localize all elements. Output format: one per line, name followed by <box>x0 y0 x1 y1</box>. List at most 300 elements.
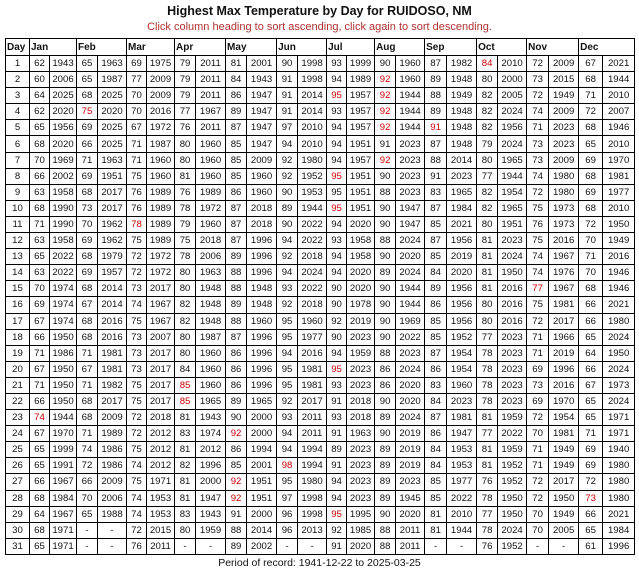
sort-header-may[interactable]: May <box>226 39 277 56</box>
record-year: 2011 <box>196 88 226 104</box>
record-year: 2022 <box>298 216 327 232</box>
temperature-value: 82 <box>477 104 498 120</box>
temperature-value: 72 <box>527 88 549 104</box>
temperature-value: 78 <box>477 377 498 393</box>
record-year: 2010 <box>603 200 635 216</box>
record-year: 2017 <box>298 393 327 409</box>
temperature-value: 93 <box>327 410 347 426</box>
record-year: 2023 <box>498 345 527 361</box>
temperature-value: 65 <box>579 410 603 426</box>
temperature-value: 65 <box>77 506 98 522</box>
sort-header-jan[interactable]: Jan <box>30 39 77 56</box>
temperature-value: 88 <box>425 88 447 104</box>
temperature-value: 76 <box>127 538 147 554</box>
record-year: 1967 <box>549 281 579 297</box>
temperature-value: 95 <box>277 377 298 393</box>
temperature-value: 84 <box>425 458 447 474</box>
temperature-value: 68 <box>579 120 603 136</box>
temperature-value: 91 <box>327 538 347 554</box>
table-row <box>6 345 635 361</box>
temperature-value: 89 <box>226 393 247 409</box>
temperature-value: 92 <box>226 426 247 442</box>
temperature-value: 83 <box>425 377 447 393</box>
temperature-value: 90 <box>375 426 396 442</box>
temperature-value: 85 <box>175 377 196 393</box>
temperature-value: 88 <box>375 184 396 200</box>
record-year: 1954 <box>447 361 477 377</box>
temperature-value: 74 <box>77 442 98 458</box>
record-year: 2023 <box>396 345 425 361</box>
record-year: - <box>447 538 477 554</box>
table-row <box>6 538 635 554</box>
record-year: 2023 <box>396 184 425 200</box>
temperature-value: 92 <box>277 393 298 409</box>
record-year: 1944 <box>396 281 425 297</box>
record-year: 1948 <box>447 120 477 136</box>
temperature-value: 66 <box>579 313 603 329</box>
record-year: 1989 <box>98 426 127 442</box>
record-year: 1960 <box>247 313 277 329</box>
temperature-value: 90 <box>226 410 247 426</box>
record-year: 1950 <box>50 393 77 409</box>
temperature-value: 91 <box>425 168 447 184</box>
temperature-value: 74 <box>527 168 549 184</box>
temperature-value: 68 <box>77 88 98 104</box>
record-year: 2025 <box>50 88 77 104</box>
temperature-value: 77 <box>477 426 498 442</box>
temperature-value: 80 <box>175 522 196 538</box>
record-year: 2021 <box>603 56 635 72</box>
page-title: Highest Max Temperature by Day for RUIDOSO, NM <box>167 4 472 18</box>
record-year: 2014 <box>298 104 327 120</box>
temperature-value: 92 <box>277 168 298 184</box>
temperature-value: - <box>277 538 298 554</box>
table-row <box>6 377 635 393</box>
record-year: 1949 <box>447 88 477 104</box>
record-year: 1953 <box>447 442 477 458</box>
temperature-value: 95 <box>277 361 298 377</box>
temperature-value: 81 <box>477 410 498 426</box>
record-year: 1948 <box>196 297 226 313</box>
record-year: 1974 <box>196 426 226 442</box>
record-year: 1958 <box>347 233 375 249</box>
temperature-value: 91 <box>277 104 298 120</box>
sort-header-sep[interactable]: Sep <box>425 39 477 56</box>
record-year: 1960 <box>147 152 175 168</box>
temperature-value: 82 <box>175 458 196 474</box>
record-year: - <box>549 538 579 554</box>
temperature-value: 68 <box>77 281 98 297</box>
temperature-value: 92 <box>375 120 396 136</box>
record-year: 2024 <box>498 104 527 120</box>
temperature-value: 88 <box>375 345 396 361</box>
sort-header-feb[interactable]: Feb <box>77 39 127 56</box>
temperature-value: - <box>425 538 447 554</box>
record-year: 1948 <box>447 136 477 152</box>
record-year: 2023 <box>347 329 375 345</box>
record-year: 1950 <box>50 361 77 377</box>
temperature-value: 80 <box>477 313 498 329</box>
record-year: 1963 <box>347 426 375 442</box>
temperature-value: 62 <box>30 56 50 72</box>
temperature-value: 86 <box>226 345 247 361</box>
temperature-value: 81 <box>477 281 498 297</box>
temperature-value: 91 <box>226 506 247 522</box>
record-year: 2010 <box>603 88 635 104</box>
record-year: 2024 <box>298 265 327 281</box>
record-year: 2009 <box>98 410 127 426</box>
temperature-value: 70 <box>579 233 603 249</box>
record-year: 2023 <box>498 393 527 409</box>
record-year: 2020 <box>396 506 425 522</box>
temperature-value: 78 <box>175 249 196 265</box>
temperature-value: 70 <box>77 490 98 506</box>
record-year: 1950 <box>498 490 527 506</box>
temperature-value: 94 <box>327 72 347 88</box>
temperature-value: 87 <box>425 410 447 426</box>
temperature-value: 95 <box>327 200 347 216</box>
temperature-value: 87 <box>226 200 247 216</box>
record-year: 1967 <box>50 474 77 490</box>
record-year: 1966 <box>549 329 579 345</box>
record-year: 2016 <box>147 104 175 120</box>
record-year: 1958 <box>50 184 77 200</box>
temperature-value: 74 <box>127 297 147 313</box>
record-year: 1951 <box>347 200 375 216</box>
record-year: 2024 <box>396 265 425 281</box>
day-number: 5 <box>6 120 30 136</box>
record-year: 1996 <box>549 361 579 377</box>
temperature-value: 95 <box>327 184 347 200</box>
temperature-value: 68 <box>77 410 98 426</box>
record-year: 2025 <box>98 88 127 104</box>
record-year: 1944 <box>298 200 327 216</box>
day-number: 4 <box>6 104 30 120</box>
temperature-value: 64 <box>30 88 50 104</box>
sort-header-apr[interactable]: Apr <box>175 39 226 56</box>
record-year: 1972 <box>196 200 226 216</box>
sort-header-jul[interactable]: Jul <box>327 39 375 56</box>
table-row <box>6 88 635 104</box>
day-number: 29 <box>6 506 30 522</box>
record-year: 1988 <box>98 506 127 522</box>
temperature-value: 72 <box>527 313 549 329</box>
temperature-value: 85 <box>226 168 247 184</box>
record-year: 1971 <box>603 426 635 442</box>
temperature-value: 70 <box>30 281 50 297</box>
temperature-value: 63 <box>30 233 50 249</box>
record-year: 1960 <box>447 377 477 393</box>
record-year: 1969 <box>396 313 425 329</box>
record-year: 1981 <box>603 168 635 184</box>
sort-header-dec[interactable]: Dec <box>579 39 635 56</box>
record-year: 2023 <box>347 458 375 474</box>
record-year: 1989 <box>147 233 175 249</box>
day-number: 1 <box>6 56 30 72</box>
temperature-value: 85 <box>425 313 447 329</box>
record-year: 1996 <box>603 538 635 554</box>
record-year: 1943 <box>50 56 77 72</box>
record-year: 1953 <box>147 506 175 522</box>
temperature-value: 79 <box>175 216 196 232</box>
temperature-value: 81 <box>226 56 247 72</box>
temperature-value: 89 <box>375 474 396 490</box>
record-year: 2020 <box>396 249 425 265</box>
temperature-value: 72 <box>579 104 603 120</box>
temperature-value: 68 <box>579 72 603 88</box>
temperature-value: 71 <box>77 377 98 393</box>
record-year: 2009 <box>549 104 579 120</box>
temperature-value: 89 <box>375 458 396 474</box>
record-year: 1950 <box>603 216 635 232</box>
record-year: 2021 <box>603 506 635 522</box>
record-year: 2016 <box>498 313 527 329</box>
temperature-value: 88 <box>375 538 396 554</box>
record-year: 2010 <box>447 506 477 522</box>
temperature-value: 66 <box>77 474 98 490</box>
temperature-value: 80 <box>477 297 498 313</box>
temperature-value: 89 <box>226 249 247 265</box>
record-year: 1952 <box>298 168 327 184</box>
temperature-value: 92 <box>277 152 298 168</box>
temperature-value: 70 <box>127 88 147 104</box>
record-year: 1960 <box>147 168 175 184</box>
record-year: 1984 <box>603 522 635 538</box>
record-year: 1952 <box>498 474 527 490</box>
sort-header-aug[interactable]: Aug <box>375 39 425 56</box>
temperature-value: 69 <box>77 168 98 184</box>
sort-header-jun[interactable]: Jun <box>277 39 327 56</box>
record-year: 1952 <box>498 458 527 474</box>
temperature-value: 90 <box>375 168 396 184</box>
temperature-value: 69 <box>77 233 98 249</box>
temperature-value: 82 <box>477 200 498 216</box>
temperature-value: 77 <box>127 72 147 88</box>
temperature-value: 79 <box>175 88 196 104</box>
record-year: 2023 <box>549 120 579 136</box>
record-year: 1980 <box>603 474 635 490</box>
record-year: 2020 <box>396 377 425 393</box>
temperature-value: 94 <box>277 345 298 361</box>
temperature-value: 94 <box>277 136 298 152</box>
record-year: 1947 <box>396 200 425 216</box>
record-year: 1960 <box>196 216 226 232</box>
table-row <box>6 522 635 538</box>
temperature-value: 86 <box>226 442 247 458</box>
temperature-value: 85 <box>425 329 447 345</box>
record-year: 1944 <box>396 104 425 120</box>
temperature-value: 92 <box>375 104 396 120</box>
record-year: 2022 <box>50 249 77 265</box>
record-year: 2012 <box>196 442 226 458</box>
record-year: 2023 <box>498 233 527 249</box>
record-year: 2019 <box>396 458 425 474</box>
record-year: 1947 <box>247 120 277 136</box>
record-year: 2023 <box>347 490 375 506</box>
sort-header-day[interactable]: Day <box>6 39 30 56</box>
temperature-value: 68 <box>30 522 50 538</box>
record-year: 2009 <box>147 72 175 88</box>
record-year: 2014 <box>447 152 477 168</box>
temperature-value: 95 <box>277 313 298 329</box>
temperature-value: 84 <box>425 265 447 281</box>
temperature-value: 85 <box>226 152 247 168</box>
record-year: 2010 <box>498 56 527 72</box>
temperature-value: 91 <box>277 72 298 88</box>
record-year: 1967 <box>147 313 175 329</box>
temperature-value: 71 <box>527 442 549 458</box>
record-year: 1962 <box>98 216 127 232</box>
record-year: 1949 <box>549 88 579 104</box>
record-year: 1947 <box>247 88 277 104</box>
temperature-value: 81 <box>477 442 498 458</box>
temperature-value: 66 <box>579 361 603 377</box>
record-year: 2018 <box>347 410 375 426</box>
temperature-value: 68 <box>579 168 603 184</box>
temperature-value: 87 <box>226 120 247 136</box>
record-year: 1965 <box>196 393 226 409</box>
sort-header-nov[interactable]: Nov <box>527 39 579 56</box>
record-year: 1948 <box>196 313 226 329</box>
temperature-value: 78 <box>477 522 498 538</box>
record-year: 1965 <box>247 393 277 409</box>
record-year: 1994 <box>298 442 327 458</box>
temperature-value: 65 <box>30 442 50 458</box>
temperature-value: 85 <box>175 393 196 409</box>
record-year: 2023 <box>447 393 477 409</box>
temperature-value: 80 <box>175 152 196 168</box>
record-year: 2013 <box>298 522 327 538</box>
period-of-record: Period of record: 1941-12-22 to 2025-03-25 <box>218 556 421 569</box>
table-row <box>6 249 635 265</box>
temperature-value: 68 <box>579 200 603 216</box>
temperature-value: 88 <box>375 233 396 249</box>
temperature-value: 95 <box>327 361 347 377</box>
temperature-value: 91 <box>375 136 396 152</box>
temperature-value: 62 <box>30 104 50 120</box>
record-year: 1944 <box>50 410 77 426</box>
temperature-value: 88 <box>425 152 447 168</box>
record-year: 2014 <box>98 297 127 313</box>
temperature-value: 70 <box>127 104 147 120</box>
table-row <box>6 265 635 281</box>
record-year: 2022 <box>498 426 527 442</box>
record-year: 2016 <box>549 377 579 393</box>
record-year: 2010 <box>298 120 327 136</box>
record-year: 1954 <box>498 184 527 200</box>
temperature-value: 66 <box>579 297 603 313</box>
day-number: 8 <box>6 168 30 184</box>
record-year: 2024 <box>603 361 635 377</box>
temperature-value: 90 <box>277 216 298 232</box>
record-year: 2023 <box>396 474 425 490</box>
record-year: 2018 <box>247 216 277 232</box>
temperature-value: 90 <box>375 297 396 313</box>
record-year: 2005 <box>498 88 527 104</box>
record-year: 1946 <box>603 265 635 281</box>
temperature-value: 70 <box>579 265 603 281</box>
temperature-value: 72 <box>579 216 603 232</box>
record-year: 2012 <box>147 442 175 458</box>
record-year: 2023 <box>549 136 579 152</box>
temperature-value: 89 <box>226 297 247 313</box>
temperature-value: 65 <box>579 393 603 409</box>
record-year: 2011 <box>196 72 226 88</box>
temperature-value: 90 <box>375 313 396 329</box>
temperature-value: 92 <box>226 474 247 490</box>
record-year: 2018 <box>298 249 327 265</box>
record-year: 1948 <box>447 72 477 88</box>
temperature-value: 63 <box>30 265 50 281</box>
temperature-value: 70 <box>77 216 98 232</box>
record-year: 1948 <box>247 281 277 297</box>
temperature-value: 71 <box>127 152 147 168</box>
table-row <box>6 72 635 88</box>
record-year: 2000 <box>196 474 226 490</box>
record-year: 1967 <box>147 297 175 313</box>
record-year: 1950 <box>498 506 527 522</box>
record-year: 1982 <box>447 56 477 72</box>
temperature-value: 94 <box>327 265 347 281</box>
record-year: 1944 <box>396 297 425 313</box>
record-year: 2023 <box>498 377 527 393</box>
temperature-value: 78 <box>175 200 196 216</box>
temperature-value: 93 <box>327 56 347 72</box>
record-year: 2018 <box>298 297 327 313</box>
temperature-value: 72 <box>127 265 147 281</box>
temperature-value: 68 <box>77 329 98 345</box>
temperature-value: 87 <box>425 200 447 216</box>
temperature-value: 95 <box>277 329 298 345</box>
record-year: 1967 <box>196 104 226 120</box>
record-year: 1973 <box>603 377 635 393</box>
record-year: 2011 <box>196 56 226 72</box>
temperature-value: 74 <box>527 249 549 265</box>
sort-header-mar[interactable]: Mar <box>127 39 175 56</box>
record-year: 1996 <box>247 361 277 377</box>
temperature-value: 73 <box>127 361 147 377</box>
temperature-value: 64 <box>30 506 50 522</box>
record-year: 2023 <box>347 361 375 377</box>
temperature-value: 69 <box>77 120 98 136</box>
temperature-value: 82 <box>477 88 498 104</box>
record-year: 1980 <box>298 474 327 490</box>
record-year: 1960 <box>196 152 226 168</box>
record-year: 2020 <box>50 136 77 152</box>
record-year: 2012 <box>147 426 175 442</box>
temperature-value: 66 <box>30 329 50 345</box>
temperature-value: 80 <box>175 345 196 361</box>
record-year: 1956 <box>498 120 527 136</box>
temperature-value: 85 <box>425 474 447 490</box>
temperature-value: 86 <box>375 377 396 393</box>
temperature-value: 92 <box>226 490 247 506</box>
record-year: 1960 <box>247 184 277 200</box>
record-year: 1947 <box>447 426 477 442</box>
record-year: 1987 <box>98 72 127 88</box>
record-year: 1973 <box>549 216 579 232</box>
temperature-value: 69 <box>579 152 603 168</box>
sort-header-oct[interactable]: Oct <box>477 39 527 56</box>
record-year: 1944 <box>396 120 425 136</box>
temperature-value: 90 <box>327 329 347 345</box>
record-year: 1970 <box>549 393 579 409</box>
temperature-value: 79 <box>175 56 196 72</box>
temperature-value: 89 <box>425 281 447 297</box>
temperature-value: 92 <box>327 522 347 538</box>
temperature-value: 88 <box>226 522 247 538</box>
record-year: 1989 <box>147 200 175 216</box>
